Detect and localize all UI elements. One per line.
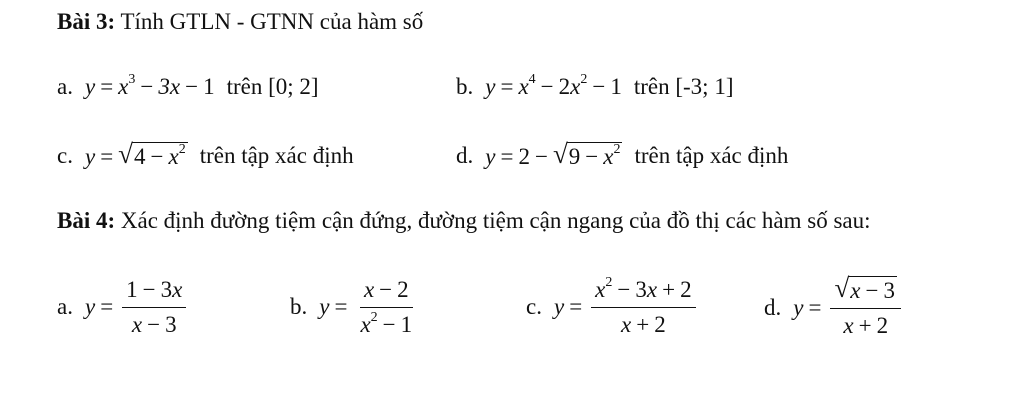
domain-text: trên [0; 2] xyxy=(226,74,319,99)
bai3-item-b xyxy=(456,74,734,100)
function-formula: y = xyxy=(553,294,583,320)
item-label: c. xyxy=(526,294,542,320)
function-formula: y = √ $4 - x^2$ xyxy=(84,139,186,169)
denominator: $x^2 - 1$ xyxy=(360,309,413,337)
domain-text: trên [-3; 1] xyxy=(633,74,734,99)
numerator: x − 2 xyxy=(360,276,413,308)
function-formula: y = xyxy=(84,294,114,320)
fraction xyxy=(830,273,901,339)
numerator: $x^2 - 3x + 2$ xyxy=(591,276,695,308)
bai4-item-b xyxy=(290,276,416,338)
item-label: b. xyxy=(290,294,308,320)
bai3-title-bold: Bài 3: xyxy=(57,9,116,34)
sqrt-expression: √ x − 3 xyxy=(834,273,895,303)
function-formula: y = 2 − √ $9 - x^2$ xyxy=(485,139,621,169)
sqrt-expression: √ $4 - x^2$ xyxy=(118,139,186,169)
function-formula: $y = x^4 - 2x^2 - 1$ xyxy=(485,72,622,99)
item-label: d. xyxy=(764,294,782,320)
numerator: 1 − 3x xyxy=(122,276,186,308)
bai4-item-a xyxy=(57,276,186,338)
fraction xyxy=(356,276,416,338)
bai3-item-c xyxy=(57,139,354,170)
item-label: b. xyxy=(456,74,474,99)
denominator: x + 2 xyxy=(843,312,889,338)
domain-text: trên tập xác định xyxy=(199,143,354,169)
fraction xyxy=(591,276,695,338)
bai3-item-a xyxy=(57,74,319,100)
bai4-title-bold: Bài 4: xyxy=(57,208,116,233)
sqrt-expression: √ $9 - x^2$ xyxy=(552,139,621,169)
bai4-item-c xyxy=(526,276,696,338)
bai4-title-text: Xác định đường tiệm cận đứng, đường tiệm cận ngang của đồ thị các hàm số sau: xyxy=(115,208,871,233)
denominator: x − 3 xyxy=(131,311,177,337)
bai3-item-d xyxy=(456,139,789,170)
item-label: c. xyxy=(57,143,73,169)
fraction xyxy=(122,276,186,338)
bai3-heading xyxy=(57,9,423,35)
bai3-title-text: Tính GTLN - GTNN của hàm số xyxy=(115,9,424,34)
function-formula: $y = x^3 - 3x - 1$ xyxy=(84,72,215,99)
bai4-item-d xyxy=(764,273,901,339)
bai4-heading xyxy=(57,208,871,234)
numerator xyxy=(830,273,901,309)
denominator: x + 2 xyxy=(621,311,666,337)
function-formula: y = xyxy=(319,294,348,320)
function-formula: y = xyxy=(793,294,822,320)
item-label: a. xyxy=(57,294,73,320)
item-label: d. xyxy=(456,143,474,169)
domain-text: trên tập xác định xyxy=(634,143,789,169)
item-label: a. xyxy=(57,74,73,99)
